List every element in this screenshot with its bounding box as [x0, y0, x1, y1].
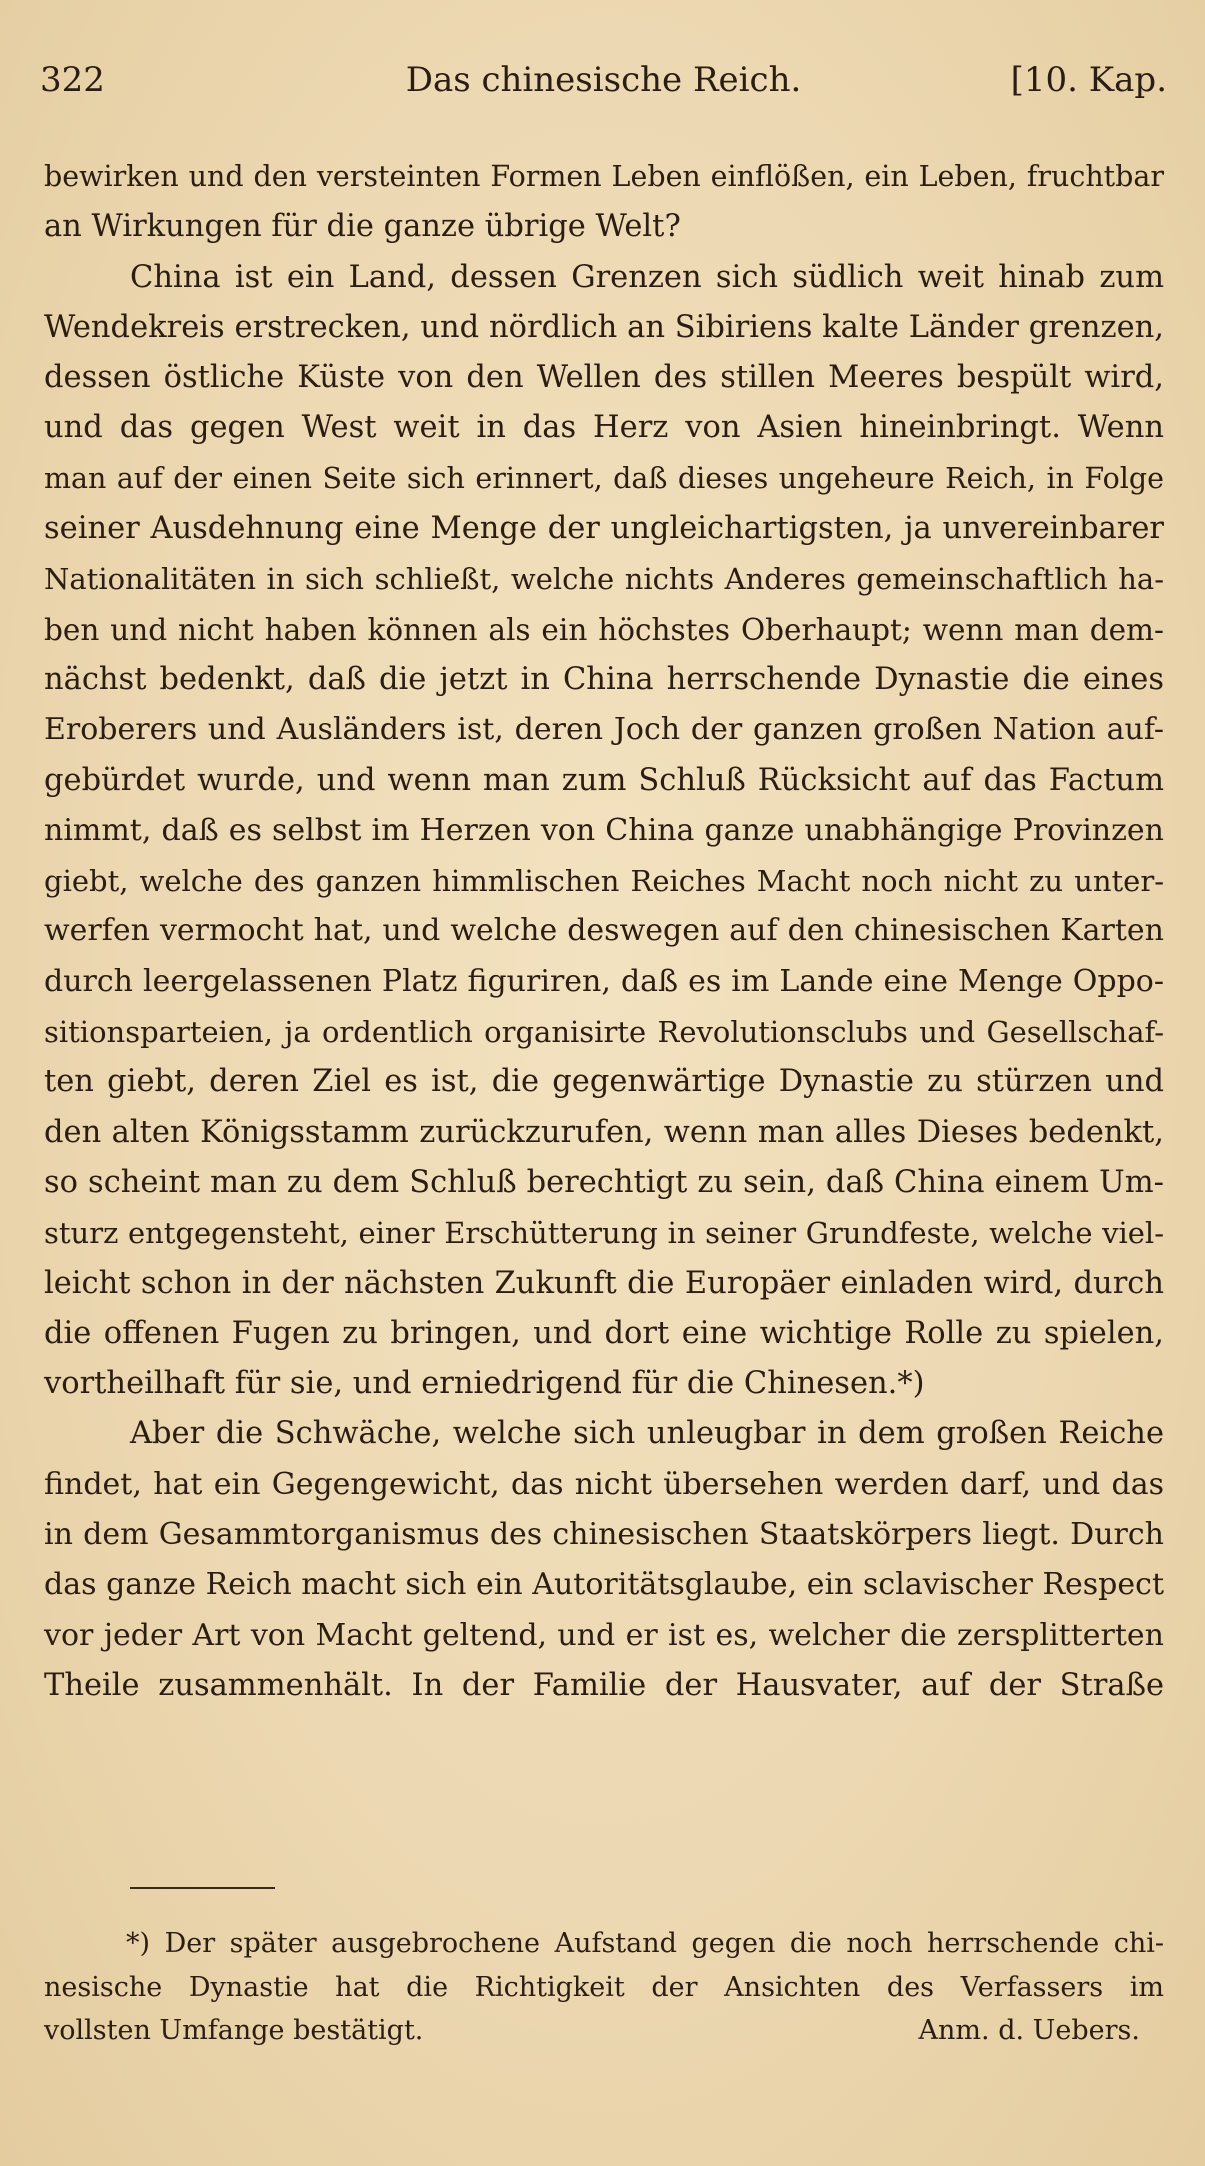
- text-line: gebürdet wurde, und wenn man zum Schluß Rücksicht auf das Factum: [44, 762, 1164, 798]
- page-header: [40, 55, 1167, 105]
- text-line: durch leergelassenen Platz figuriren, daß es im Lande eine Menge Oppo-: [44, 963, 1164, 999]
- footnote-line: [44, 2009, 1164, 2053]
- text-line: leicht schon in der nächsten Zukunft die Europäer einladen wird, durch: [44, 1265, 1164, 1301]
- text-line: sitionsparteien, ja ordentlich organisirte Revolutionsclubs und Gesellschaf-: [44, 1015, 1164, 1050]
- text-line: Nationalitäten in sich schließt, welche nichts Anderes gemeinschaftlich ha-: [44, 562, 1164, 597]
- text-line: man auf der einen Seite sich erinnert, daß dieses ungeheure Reich, in Folge: [44, 461, 1164, 495]
- text-line: Wendekreis erstrecken, und nördlich an Sibiriens kalte Länder grenzen,: [44, 309, 1164, 345]
- text-line: Aber die Schwäche, welche sich unleugbar in dem großen Reiche: [130, 1416, 1164, 1452]
- text-line: an Wirkungen für die ganze übrige Welt?: [44, 209, 681, 245]
- text-line: dessen östliche Küste von den Wellen des stillen Meeres bespült wird,: [44, 360, 1164, 396]
- text-line: vor jeder Art von Macht geltend, und er ist es, welcher die zersplitterten: [44, 1617, 1164, 1653]
- text-line: bewirken und den versteinten Formen Leben einflößen, ein Leben, fruchtbar: [44, 160, 1164, 193]
- text-line: China ist ein Land, dessen Grenzen sich südlich weit hinab zum: [130, 259, 1164, 295]
- text-line: die offenen Fugen zu bringen, und dort eine wichtige Rolle zu spielen,: [44, 1315, 1164, 1351]
- body-text: [44, 152, 1164, 1711]
- footnote-line-text: vollsten Umfange bestätigt.: [44, 2015, 424, 2046]
- footnote-line: *) Der später ausgebrochene Aufstand gegen die noch herrschende chi-: [126, 1928, 1164, 1959]
- text-line: findet, hat ein Gegengewicht, das nicht übersehen werden darf, und das: [44, 1466, 1164, 1502]
- text-line: so scheint man zu dem Schluß berechtigt zu sein, daß China einem Um-: [44, 1164, 1164, 1200]
- text-line: giebt, welche des ganzen himmlischen Reiches Macht noch nicht zu unter-: [44, 864, 1164, 899]
- text-line: in dem Gesammtorganismus des chinesischen Staatskörpers liegt. Durch: [44, 1517, 1164, 1553]
- text-line: den alten Königsstamm zurückzurufen, wenn man alles Dieses bedenkt,: [44, 1114, 1164, 1150]
- page-number: 322: [40, 60, 105, 100]
- text-line: ten giebt, deren Ziel es ist, die gegenwärtige Dynastie zu stürzen und: [44, 1064, 1164, 1100]
- text-line: vortheilhaft für sie, und erniedrigend für die Chinesen.*): [44, 1366, 925, 1402]
- chapter-reference: [10. Kap.: [1010, 60, 1167, 100]
- footnote: [44, 1922, 1164, 2053]
- text-line: seiner Ausdehnung eine Menge der ungleichartigsten, ja unvereinbarer: [44, 511, 1164, 547]
- footnote-line: nesische Dynastie hat die Richtigkeit der Ansichten des Verfassers im: [44, 1971, 1164, 2003]
- text-line: nimmt, daß es selbst im Herzen von China ganze unabhängige Provinzen: [44, 812, 1164, 848]
- text-line: nächst bedenkt, daß die jetzt in China herrschende Dynastie die eines: [44, 661, 1164, 697]
- running-title: Das chinesische Reich.: [405, 60, 802, 100]
- text-line: ben und nicht haben können als ein höchstes Oberhaupt; wenn man dem-: [44, 612, 1164, 647]
- text-line: das ganze Reich macht sich ein Autoritätsglaube, ein sclavischer Respect: [44, 1567, 1164, 1603]
- text-line: werfen vermocht hat, und welche deswegen auf den chinesischen Karten: [44, 913, 1164, 949]
- text-line: Theile zusammenhält. In der Familie der Hausvater, auf der Straße: [44, 1667, 1164, 1703]
- text-line: Eroberers und Ausländers ist, deren Joch der ganzen großen Nation auf-: [44, 712, 1164, 748]
- footnote-attribution: Anm. d. Uebers.: [918, 2015, 1140, 2046]
- footnote-separator: [130, 1887, 275, 1889]
- text-line: sturz entgegensteht, einer Erschütterung in seiner Grundfeste, welche viel-: [44, 1216, 1164, 1251]
- text-line: und das gegen West weit in das Herz von Asien hineinbringt. Wenn: [44, 410, 1164, 446]
